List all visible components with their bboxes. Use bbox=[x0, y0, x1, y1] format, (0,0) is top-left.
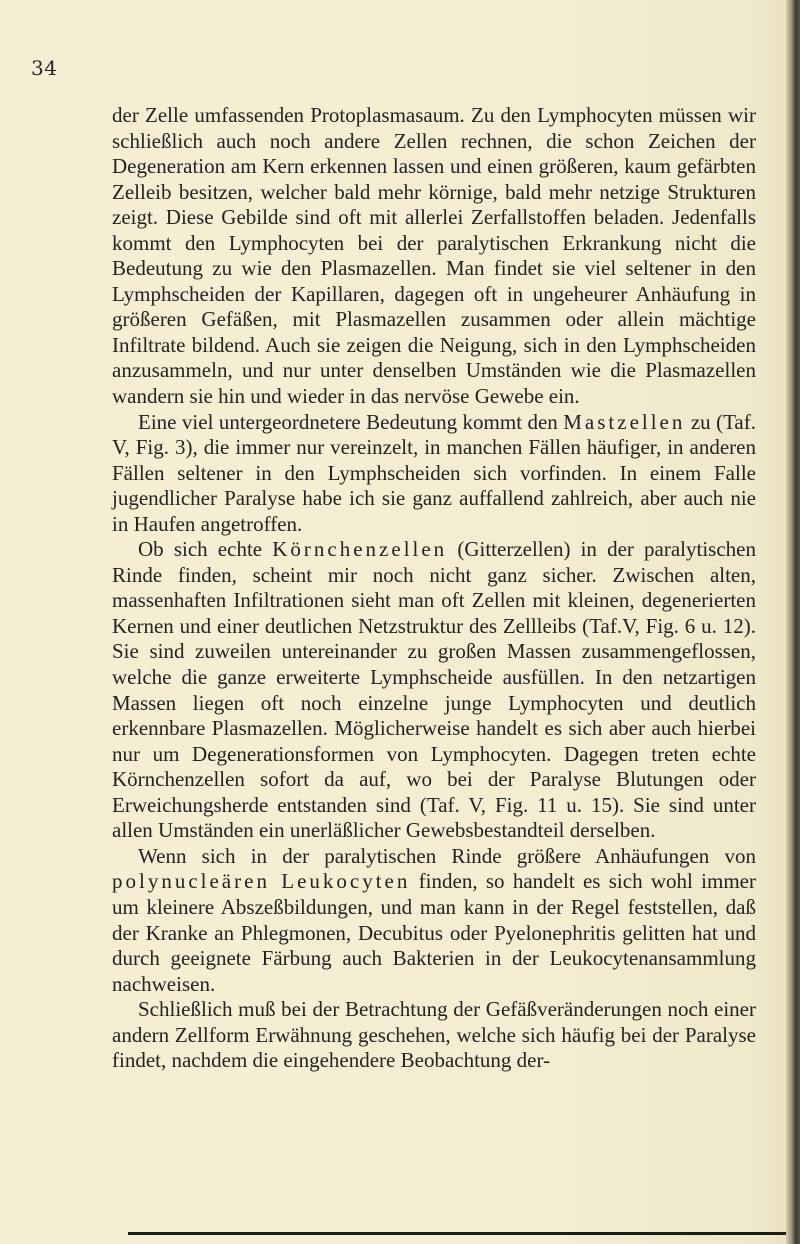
text-run: Wenn sich in der paralytischen Rinde größere Anhäufungen von bbox=[138, 843, 756, 868]
emphasized-term: Körnchenzellen bbox=[272, 537, 448, 562]
emphasized-term: Mastzellen bbox=[563, 409, 686, 434]
text-run: Ob sich echte bbox=[138, 537, 273, 562]
bottom-rule bbox=[128, 1232, 786, 1235]
text-run: Schließlich muß bei der Betrachtung der Gefäßveränderungen noch einer andern Zellform Erwähnung geschehen, welche sich häufig bei der Paralyse findet, nachdem die eingehendere Beobachtung der- bbox=[112, 997, 756, 1073]
paragraph bbox=[112, 844, 756, 997]
paragraph bbox=[112, 410, 756, 538]
page-edge-shadow bbox=[786, 0, 800, 1244]
page-number: 34 bbox=[31, 56, 58, 80]
text-run: finden, so handelt es sich wohl immer um kleinere Abszeßbildungen, und man kann in der Regel feststellen, daß der Kranke an Phlegmonen, Decubitus oder Pyelonephritis gelitten hat und durch geeignete Färbung auch Bakterien in der Leukocytenansammlung nachweisen. bbox=[112, 869, 756, 996]
paragraph bbox=[112, 537, 756, 844]
text-run: der Zelle umfassenden Protoplasmasaum. Zu den Lymphocyten müssen wir schließlich auch noch andere Zellen rechnen, die schon Zeichen der Degeneration am Kern erkennen lassen und einen größeren, kaum gefärbten Zelleib besitzen, welcher bald mehr körnige, bald mehr netzige Strukturen zeigt. Diese Gebilde sind oft mit allerlei Zerfallstoffen beladen. Jedenfalls kommt den Lymphocyten bei der paralytischen Erkrankung nicht die Bedeutung zu wie den Plasmazellen. Man findet sie viel seltener in den Lymphscheiden der Kapillaren, dagegen oft in ungeheurer Anhäufung in größeren Gefäßen, mit Plasmazellen zusammen oder allein mächtige Infiltrate bildend. Auch sie zeigen die Neigung, sich in den Lymphscheiden anzusammeln, und nur unter denselben Umständen wie die Plasmazellen wandern sie hin und wieder in das nervöse Gewebe ein. bbox=[112, 103, 756, 409]
text-run: zu (Taf. V, Fig. 3), die immer nur vereinzelt, in manchen Fällen häufiger, in anderen Fällen seltener in den Lymphscheiden sich vorfinden. In einem Falle jugendlicher Paralyse habe ich sie ganz auffallend zahlreich, aber auch nie in Haufen angetroffen. bbox=[112, 409, 756, 536]
text-run: Eine viel untergeordnetere Bedeutung kommt den bbox=[138, 409, 564, 434]
paragraph bbox=[112, 997, 756, 1074]
text-run: (Gitterzellen) in der paralytischen Rinde finden, scheint mir noch nicht ganz sicher. Zwischen alten, massenhaften Infiltrationen sieht man oft Zellen mit kleinen, degenerierten Kernen und einer deutlichen Netzstruktur des Zellleibs (Taf.V, Fig. 6 u. 12). Sie sind zuweilen untereinander zu großen Massen zusammengeflossen, welche die ganze erweiterte Lymphscheide ausfüllen. In den netzartigen Massen liegen oft noch einzelne junge Lymphocyten und deutlich erkennbare Plasmazellen. Möglicherweise handelt es sich aber auch hierbei nur um Degenerationsformen von Lymphocyten. Dagegen treten echte Körnchenzellen sofort da auf, wo bei der Paralyse Blutungen oder Erweichungsherde entstanden sind (Taf. V, Fig. 11 u. 15). Sie sind unter allen Umständen ein unerläßlicher Gewebsbestandteil derselben. bbox=[112, 537, 756, 843]
emphasized-term: polynucleären Leukocyten bbox=[112, 869, 411, 894]
body-text bbox=[112, 103, 756, 1074]
paragraph bbox=[112, 103, 756, 410]
